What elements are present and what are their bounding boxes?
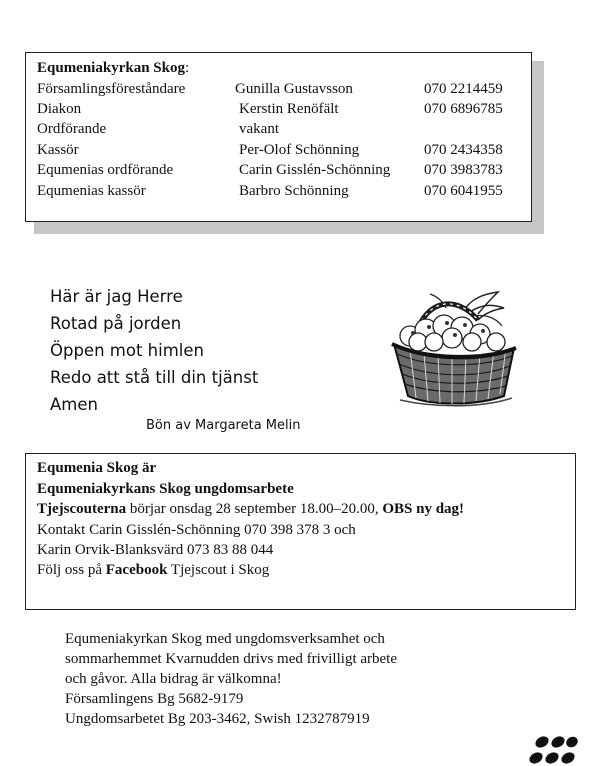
contact-row [26, 183, 531, 203]
scouts-announcement [37, 501, 464, 518]
youth-title-1: Equmenia Skog är [37, 460, 157, 476]
contact-name: Kerstin Renöfält [239, 101, 339, 117]
youth-contact-1: Kontakt Carin Gisslén-Schönning 070 398 378 3 och [37, 522, 356, 538]
contact-row [26, 162, 531, 182]
poem-line: Redo att stå till din tjänst [50, 368, 259, 387]
contact-phone: 070 6896785 [424, 101, 503, 117]
footer-line: och gåvor. Alla bidrag är välkomna! [65, 671, 282, 687]
contact-row [26, 81, 531, 101]
contacts-heading: Equmeniakyrkan Skog: [37, 60, 190, 76]
poem-line: Amen [50, 395, 98, 414]
scouts-name: Tjejscouterna [37, 501, 127, 517]
contact-row [26, 142, 531, 162]
contact-name: Per-Olof Schönning [239, 142, 360, 158]
poem-line: Öppen mot himlen [50, 341, 204, 360]
youth-contact-2: Karin Orvik-Blanksvärd 073 83 88 044 [37, 542, 274, 558]
contact-row [26, 121, 531, 141]
scouts-note: OBS ny dag! [382, 501, 465, 517]
prayer-poem [50, 283, 258, 418]
poem-line: Här är jag Herre [50, 287, 183, 306]
follow-line: Följ oss på Facebook Tjejscout i Skog [37, 562, 270, 578]
contact-role: Ordförande [37, 121, 107, 137]
poem-author: Bön av Margareta Melin [146, 418, 301, 433]
contact-role: Församlingsföreståndare [37, 81, 186, 97]
contacts-box [25, 52, 532, 222]
footer-line: Ungdomsarbetet Bg 203-3462, Swish 1232787919 [65, 711, 370, 727]
footer-line: sommarhemmet Kvarnudden drivs med frivilligt arbete [65, 651, 397, 667]
contact-phone: 070 2214459 [424, 81, 503, 97]
equmenia-logo-icon [528, 734, 578, 766]
contact-name: vakant [239, 121, 279, 137]
contact-role: Kassör [37, 142, 79, 158]
contact-role: Equmenias kassör [37, 183, 146, 199]
contact-phone: 070 2434358 [424, 142, 503, 158]
contact-role: Equmenias ordförande [37, 162, 174, 178]
poem-line: Rotad på jorden [50, 314, 182, 333]
footer-line: Equmeniakyrkan Skog med ungdomsverksamhet och [65, 631, 385, 647]
contact-name: Gunilla Gustavsson [235, 81, 353, 97]
contact-name: Barbro Schönning [239, 183, 349, 199]
contact-name: Carin Gisslén-Schönning [239, 162, 391, 178]
contact-row [26, 101, 531, 121]
youth-title-2: Equmeniakyrkans Skog ungdomsarbete [37, 481, 294, 497]
contact-role: Diakon [37, 101, 82, 117]
youth-info-box [25, 453, 576, 610]
contact-phone: 070 3983783 [424, 162, 503, 178]
basket-of-vegetables-illustration [386, 290, 522, 408]
facebook-label: Facebook [105, 562, 168, 578]
donation-info [65, 629, 397, 729]
scouts-schedule: börjar onsdag 28 september 18.00–20.00, [126, 501, 383, 517]
footer-line: Församlingens Bg 5682-9179 [65, 691, 244, 707]
contact-phone: 070 6041955 [424, 183, 503, 199]
